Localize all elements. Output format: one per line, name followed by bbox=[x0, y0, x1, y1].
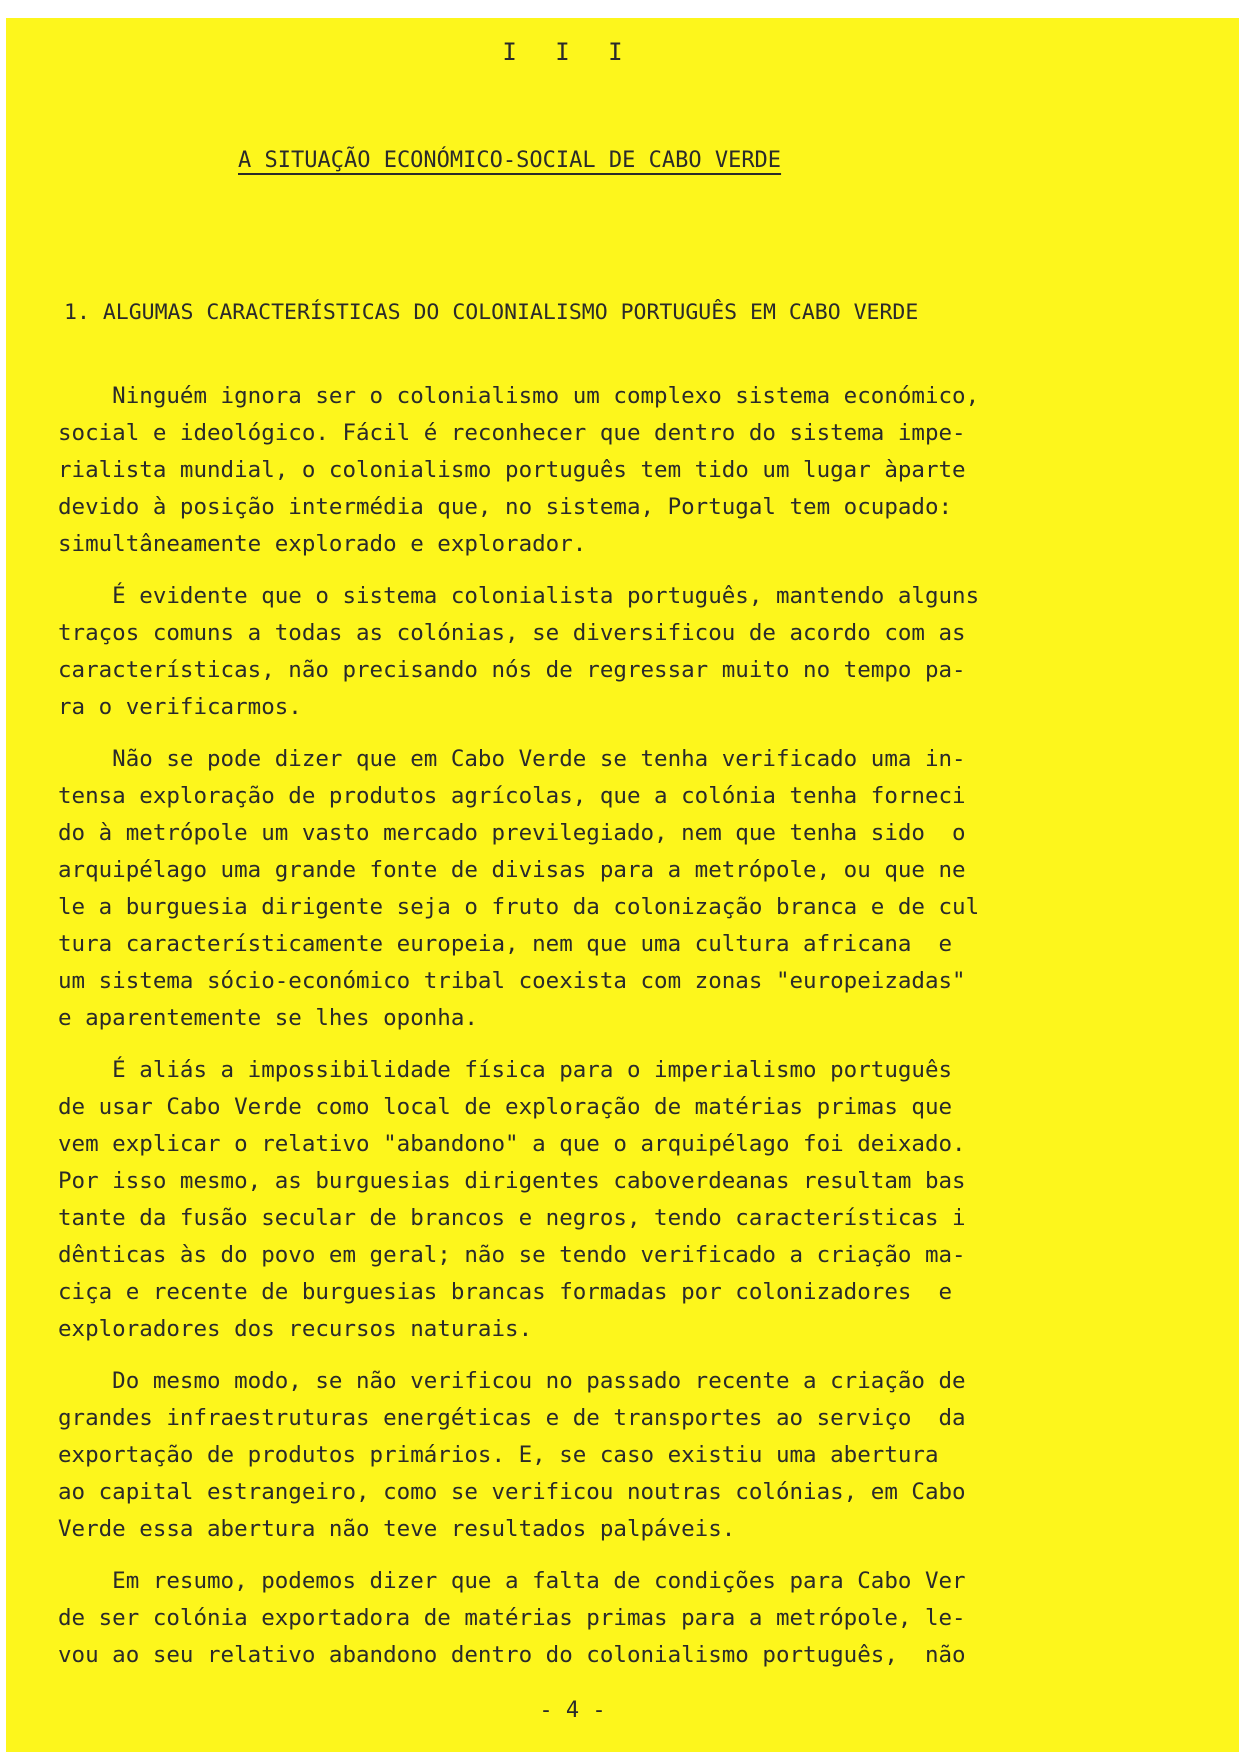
text-line: vem explicar o relativo "abandono" a que o arquipélago foi deixado. bbox=[58, 1131, 966, 1157]
text-line: Em resumo, podemos dizer que a falta de condições para Cabo Ver bbox=[58, 1568, 966, 1594]
text-line: ra o verificarmos. bbox=[58, 694, 302, 720]
text-line: social e ideológico. Fácil é reconhecer que dentro do sistema impe- bbox=[58, 420, 966, 446]
text-line: Ninguém ignora ser o colonialismo um complexo sistema económico, bbox=[58, 383, 980, 409]
text-line: tura característicamente europeia, nem que uma cultura africana e bbox=[58, 931, 953, 957]
text-line: dênticas às do povo em geral; não se tendo verificado a criação ma- bbox=[58, 1242, 966, 1268]
text-line: vou ao seu relativo abandono dentro do colonialismo português, não bbox=[58, 1642, 966, 1668]
text-line: de usar Cabo Verde como local de exploração de matérias primas que bbox=[58, 1094, 953, 1120]
text-line: arquipélago uma grande fonte de divisas para a metrópole, ou que ne bbox=[58, 857, 966, 883]
paragraph bbox=[58, 378, 1108, 563]
body-text bbox=[58, 378, 1108, 1689]
paragraph bbox=[58, 1563, 1108, 1674]
text-line: ciça e recente de burguesias brancas formadas por colonizadores e bbox=[58, 1279, 953, 1305]
text-line: Por isso mesmo, as burguesias dirigentes caboverdeanas resultam bas bbox=[58, 1168, 966, 1194]
text-line: do à metrópole um vasto mercado previlegiado, nem que tenha sido o bbox=[58, 820, 966, 846]
text-line: rialista mundial, o colonialismo português tem tido um lugar àparte bbox=[58, 457, 966, 483]
text-line: exportação de produtos primários. E, se caso existiu uma abertura bbox=[58, 1442, 939, 1468]
text-line: Do mesmo modo, se não verificou no passado recente a criação de bbox=[58, 1368, 966, 1394]
text-line: um sistema sócio-económico tribal coexista com zonas "europeizadas" bbox=[58, 968, 966, 994]
text-line: características, não precisando nós de regressar muito no tempo pa- bbox=[58, 657, 966, 683]
text-line: É aliás a impossibilidade física para o imperialismo português bbox=[58, 1057, 953, 1083]
text-line: de ser colónia exportadora de matérias primas para a metrópole, le- bbox=[58, 1605, 966, 1631]
text-line: simultâneamente explorado e explorador. bbox=[58, 531, 587, 557]
text-line: exploradores dos recursos naturais. bbox=[58, 1316, 533, 1342]
text-line: grandes infraestruturas energéticas e de transportes ao serviço da bbox=[58, 1405, 966, 1431]
typewritten-sheet bbox=[6, 18, 1239, 1752]
paragraph bbox=[58, 1052, 1108, 1348]
paragraph bbox=[58, 741, 1108, 1037]
text-line: devido à posição intermédia que, no sistema, Portugal tem ocupado: bbox=[58, 494, 953, 520]
chapter-number: I I I bbox=[502, 38, 635, 66]
section-heading: 1. ALGUMAS CARACTERÍSTICAS DO COLONIALISMO PORTUGUÊS EM CABO VERDE bbox=[64, 300, 919, 325]
text-line: traços comuns a todas as colónias, se diversificou de acordo com as bbox=[58, 620, 966, 646]
text-line: ao capital estrangeiro, como se verificou noutras colónias, em Cabo bbox=[58, 1479, 966, 1505]
text-line: É evidente que o sistema colonialista português, mantendo alguns bbox=[58, 583, 980, 609]
document-title: A SITUAÇÃO ECONÓMICO-SOCIAL DE CABO VERDE bbox=[238, 148, 782, 173]
paragraph bbox=[58, 578, 1108, 726]
text-line: e aparentemente se lhes oponha. bbox=[58, 1005, 478, 1031]
text-line: tante da fusão secular de brancos e negros, tendo características i bbox=[58, 1205, 966, 1231]
text-line: tensa exploração de produtos agrícolas, que a colónia tenha forneci bbox=[58, 783, 966, 809]
paragraph bbox=[58, 1363, 1108, 1548]
text-line: le a burguesia dirigente seja o fruto da colonização branca e de cul bbox=[58, 894, 980, 920]
page-number: - 4 - bbox=[539, 1698, 606, 1723]
text-line: Não se pode dizer que em Cabo Verde se tenha verificado uma in- bbox=[58, 746, 966, 772]
document-page bbox=[6, 18, 1239, 1752]
text-line: Verde essa abertura não teve resultados palpáveis. bbox=[58, 1516, 736, 1542]
